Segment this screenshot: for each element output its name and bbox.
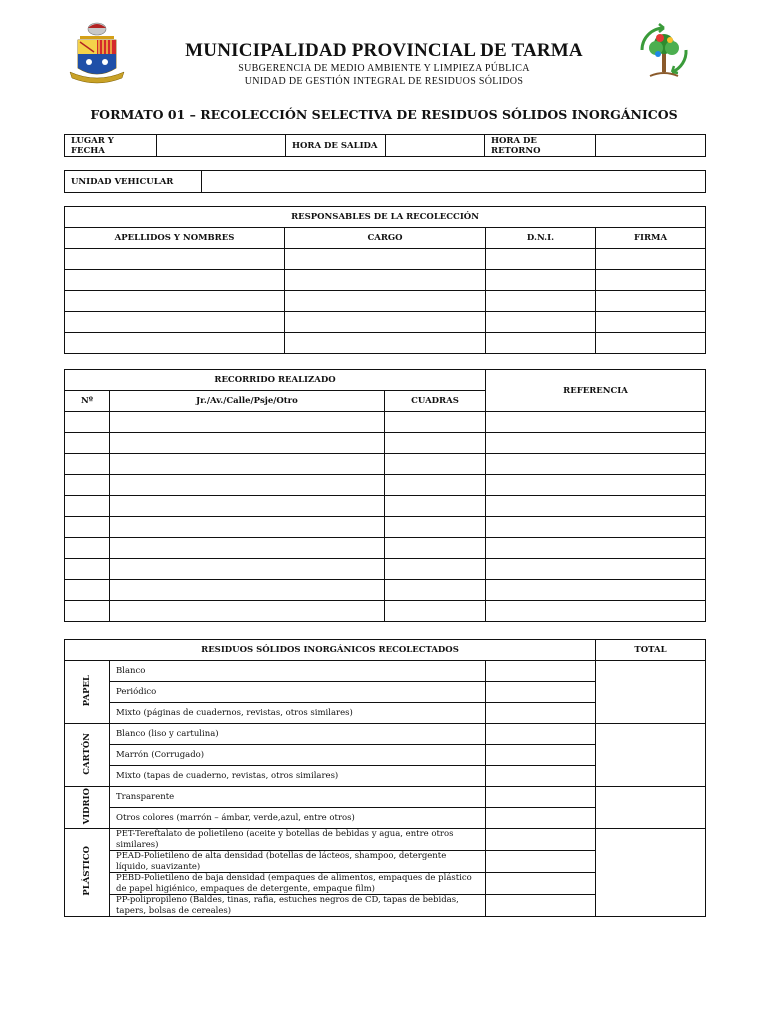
table-row [65, 249, 706, 270]
cell[interactable] [65, 538, 110, 559]
hora-retorno-label: HORA DE RETORNO [485, 135, 596, 157]
document-header [0, 0, 768, 100]
cell[interactable] [486, 249, 596, 270]
cell[interactable] [486, 412, 706, 433]
item-label: Mixto (tapas de cuaderno, revistas, otros similares) [110, 766, 486, 787]
col-via: Jr./Av./Calle/Psje/Otro [110, 391, 385, 412]
table-row [65, 412, 706, 433]
table-row [65, 475, 706, 496]
quantity-cell[interactable] [486, 829, 596, 851]
cell[interactable] [285, 270, 486, 291]
cell[interactable] [65, 580, 110, 601]
hora-salida-label: HORA DE SALIDA [286, 135, 386, 157]
table-row [65, 454, 706, 475]
vehicle-table [64, 170, 706, 193]
cell[interactable] [596, 333, 706, 354]
item-label: Marrón (Corrugado) [110, 745, 486, 766]
cell[interactable] [385, 412, 486, 433]
item-label: PEAD-Polietileno de alta densidad (botellas de lácteos, shampoo, detergente líquido, suavizante) [110, 851, 486, 873]
cell[interactable] [65, 454, 110, 475]
item-label: PP-polipropileno (Baldes, tinas, rafia, estuches negros de CD, tapas de bebidas, tapers, bolsas de cereales) [110, 895, 486, 917]
item-label: Mixto (páginas de cuadernos, revistas, otros similares) [110, 703, 486, 724]
lugar-fecha-label: LUGAR Y FECHA [65, 135, 157, 157]
org-name: MUNICIPALIDAD PROVINCIAL DE TARMA [185, 40, 583, 61]
col-apellidos-nombres: APELLIDOS Y NOMBRES [65, 228, 285, 249]
cell[interactable] [486, 538, 706, 559]
item-label: Blanco [110, 661, 486, 682]
table-row [65, 333, 706, 354]
cell[interactable] [596, 270, 706, 291]
item-label: Periódico [110, 682, 486, 703]
table-row [65, 433, 706, 454]
cell[interactable] [65, 433, 110, 454]
cell[interactable] [110, 601, 385, 622]
quantity-cell[interactable] [486, 682, 596, 703]
quantity-cell[interactable] [486, 873, 596, 895]
unidad-vehicular-label: UNIDAD VEHICULAR [65, 171, 202, 193]
table-row [65, 580, 706, 601]
cell[interactable] [486, 475, 706, 496]
org-subtitle-1: SUBGERENCIA DE MEDIO AMBIENTE Y LIMPIEZA PÚBLICA [238, 63, 530, 74]
cell[interactable] [385, 538, 486, 559]
cell[interactable] [65, 333, 285, 354]
table-row [65, 787, 706, 808]
cell[interactable] [385, 580, 486, 601]
responsables-table [64, 206, 706, 354]
lugar-fecha-field[interactable] [157, 135, 286, 157]
cell[interactable] [486, 433, 706, 454]
quantity-cell[interactable] [486, 895, 596, 917]
col-firma: FIRMA [596, 228, 706, 249]
cell[interactable] [110, 412, 385, 433]
group-papel: PAPEL [65, 661, 110, 724]
cell[interactable] [486, 580, 706, 601]
cell[interactable] [65, 312, 285, 333]
cell[interactable] [486, 559, 706, 580]
quantity-cell[interactable] [486, 661, 596, 682]
table-row [65, 724, 706, 745]
table-row [65, 601, 706, 622]
total-cell[interactable] [596, 724, 706, 787]
cell[interactable] [110, 496, 385, 517]
quantity-cell[interactable] [486, 766, 596, 787]
recycling-tree-logo [632, 20, 696, 84]
cell[interactable] [486, 333, 596, 354]
recorrido-table [64, 369, 706, 622]
cell[interactable] [110, 538, 385, 559]
cell[interactable] [65, 249, 285, 270]
referencia-label: REFERENCIA [486, 370, 706, 412]
cell[interactable] [65, 270, 285, 291]
table-row [65, 559, 706, 580]
cell[interactable] [65, 559, 110, 580]
cell[interactable] [110, 559, 385, 580]
group-vidrio: VIDRIO [65, 787, 110, 829]
table-row [65, 517, 706, 538]
cell[interactable] [385, 601, 486, 622]
group-carton: CARTÓN [65, 724, 110, 787]
cell[interactable] [65, 517, 110, 538]
municipal-crest-logo [68, 22, 126, 86]
item-label: Otros colores (marrón – ámbar, verde,azul, entre otros) [110, 808, 486, 829]
cell[interactable] [385, 496, 486, 517]
unidad-vehicular-field[interactable] [202, 171, 706, 193]
cell[interactable] [486, 517, 706, 538]
quantity-cell[interactable] [486, 787, 596, 808]
hora-salida-field[interactable] [386, 135, 485, 157]
cell[interactable] [285, 333, 486, 354]
cell[interactable] [65, 601, 110, 622]
cell[interactable] [65, 496, 110, 517]
cell[interactable] [65, 475, 110, 496]
col-cargo: CARGO [285, 228, 486, 249]
item-label: PEBD-Polietileno de baja densidad (empaques de alimentos, empaques de plástico de papel higiénico, empaques de detergente, empaque film) [110, 873, 486, 895]
col-numero: Nº [65, 391, 110, 412]
table-row [65, 661, 706, 682]
form-title: FORMATO 01 – RECOLECCIÓN SELECTIVA DE RESIDUOS SÓLIDOS INORGÁNICOS [90, 107, 678, 122]
quantity-cell[interactable] [486, 745, 596, 766]
cell[interactable] [110, 454, 385, 475]
cell[interactable] [385, 454, 486, 475]
table-row [65, 270, 706, 291]
item-label: Transparente [110, 787, 486, 808]
cell[interactable] [385, 475, 486, 496]
total-cell[interactable] [596, 787, 706, 829]
org-subtitle-2: UNIDAD DE GESTIÓN INTEGRAL DE RESIDUOS SÓLIDOS [244, 76, 524, 87]
cell[interactable] [110, 580, 385, 601]
residuos-title: RESIDUOS SÓLIDOS INORGÁNICOS RECOLECTADOS [65, 640, 596, 661]
info-table [64, 134, 706, 157]
cell[interactable] [385, 433, 486, 454]
responsables-title: RESPONSABLES DE LA RECOLECCIÓN [65, 207, 706, 228]
item-label: Blanco (liso y cartulina) [110, 724, 486, 745]
cell[interactable] [596, 249, 706, 270]
cell[interactable] [110, 475, 385, 496]
cell[interactable] [486, 601, 706, 622]
cell[interactable] [285, 249, 486, 270]
total-cell[interactable] [596, 829, 706, 917]
cell[interactable] [596, 312, 706, 333]
cell[interactable] [385, 559, 486, 580]
cell[interactable] [110, 433, 385, 454]
table-row [65, 538, 706, 559]
cell[interactable] [110, 517, 385, 538]
group-plastico: PLÁSTICO [65, 829, 110, 917]
cell[interactable] [385, 517, 486, 538]
cell[interactable] [486, 270, 596, 291]
col-cuadras: CUADRAS [385, 391, 486, 412]
quantity-cell[interactable] [486, 724, 596, 745]
total-label: TOTAL [596, 640, 706, 661]
total-cell[interactable] [596, 661, 706, 724]
residuos-table [64, 639, 706, 917]
cell[interactable] [285, 312, 486, 333]
cell[interactable] [65, 412, 110, 433]
table-row [65, 829, 706, 851]
table-row [65, 291, 706, 312]
cell[interactable] [486, 496, 706, 517]
col-dni: D.N.I. [486, 228, 596, 249]
quantity-cell[interactable] [486, 808, 596, 829]
cell[interactable] [486, 454, 706, 475]
cell[interactable] [65, 291, 285, 312]
cell[interactable] [486, 291, 596, 312]
cell[interactable] [285, 291, 486, 312]
cell[interactable] [596, 291, 706, 312]
recorrido-title: RECORRIDO REALIZADO [65, 370, 486, 391]
item-label: PET-Tereftalato de polietileno (aceite y botellas de bebidas y agua, entre otros similares) [110, 829, 486, 851]
quantity-cell[interactable] [486, 851, 596, 873]
table-row [65, 496, 706, 517]
quantity-cell[interactable] [486, 703, 596, 724]
hora-retorno-field[interactable] [596, 135, 706, 157]
cell[interactable] [486, 312, 596, 333]
table-row [65, 312, 706, 333]
